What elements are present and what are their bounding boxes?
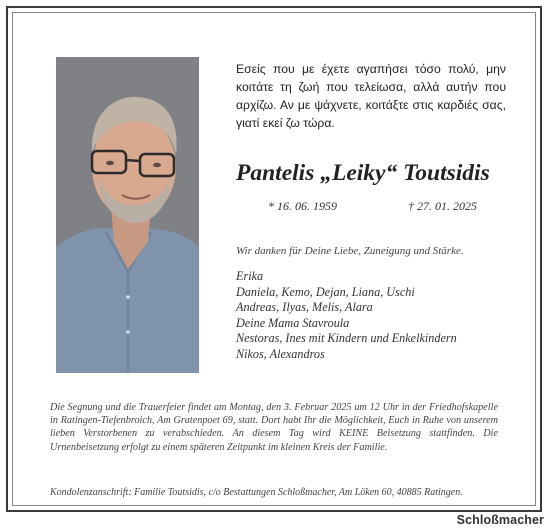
death-date: † 27. 01. 2025 bbox=[408, 199, 477, 213]
portrait-photo bbox=[56, 57, 199, 373]
mourner: Daniela, Kemo, Dejan, Liana, Uschi bbox=[236, 284, 415, 299]
condolence-address: Kondolenzanschrift: Familie Toutsidis, c/o Bestattungen Schloßmacher, Am Löken 60, 40885 Ratingen. bbox=[50, 487, 463, 498]
thanks-line: Wir danken für Deine Liebe, Zuneigung und Stärke. bbox=[236, 245, 464, 257]
birth-date: * 16. 06. 1959 bbox=[268, 199, 337, 213]
deceased-name: Pantelis „Leiky“ Toutsidis bbox=[236, 160, 490, 186]
greek-quote: Εσείς που με έχετε αγαπήσει τόσο πολύ, μην κοιτάτε τη ζωή που τελείωσα, αλλά αυτήν που αρχίζω. Αν με ψάχνετε, κοιτάξτε στις καρδιές σας, γιατί εκεί ζω τώρα. bbox=[236, 62, 506, 130]
mourner: Andreas, Ilyas, Melis, Alara bbox=[236, 300, 373, 314]
ceremony-info: Die Segnung und die Trauerfeier findet am Montag, den 3. Februar 2025 um 12 Uhr in der Friedhofskapelle in Ratingen-Tiefenbroich, Am Gratenpoet 69, statt. Dort habt Ihr die Möglichkeit, Euch in Ruhe von unserem lieben Verstorbenen zu verabschieden. An diesem Tag wird KEINE Beisetzung stattfinden. Die Urnenbeisetzung erfolgt zu einem späteren Zeitpunkt im kleinen Kreis der Familie. bbox=[50, 402, 498, 453]
mourner: Nikos, Alexandros bbox=[236, 346, 325, 361]
funeral-home-logo: Schloßmacher bbox=[456, 513, 544, 527]
mourner: Deine Mama Stavroula bbox=[236, 315, 350, 330]
mourner: Erika bbox=[236, 269, 264, 283]
mourners-list bbox=[236, 269, 457, 362]
mourner: Nestoras, Ines mit Kindern und Enkelkindern bbox=[236, 331, 457, 345]
